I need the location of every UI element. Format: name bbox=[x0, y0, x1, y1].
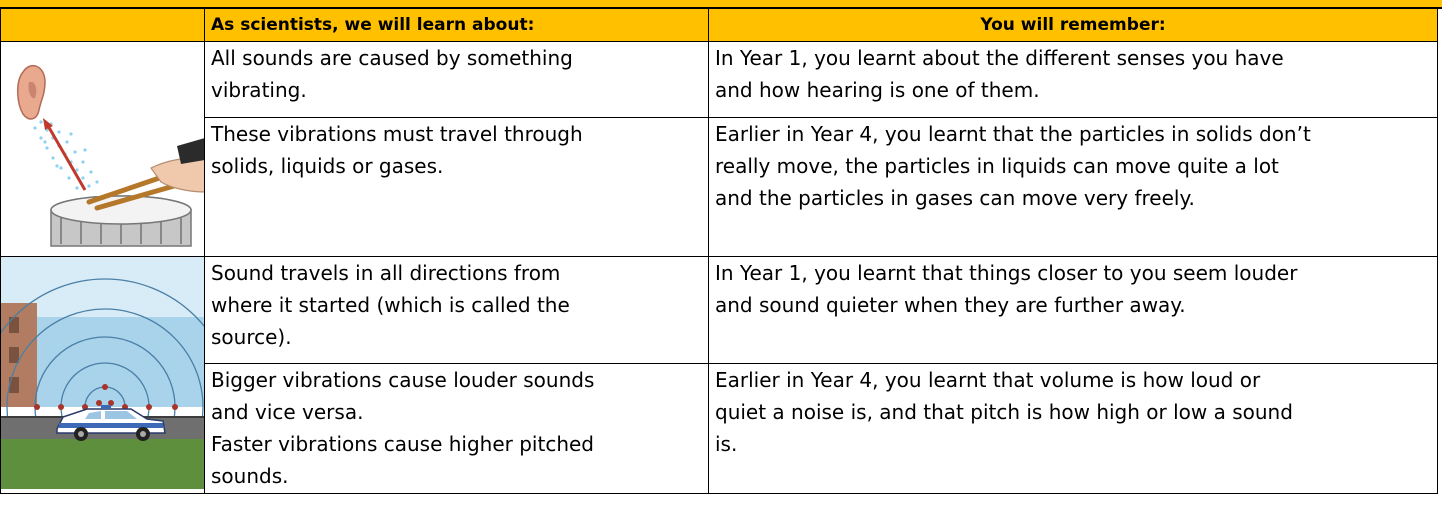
learn-cell bbox=[205, 42, 709, 118]
ear-drum-vibration-icon bbox=[1, 42, 205, 252]
learn-line: Bigger vibrations cause louder sounds bbox=[211, 368, 595, 393]
remember-line: is. bbox=[715, 432, 738, 457]
remember-cell bbox=[709, 364, 1438, 494]
remember-cell bbox=[709, 257, 1438, 364]
learn-cell bbox=[205, 117, 709, 256]
knowledge-table bbox=[0, 8, 1438, 494]
learn-line: These vibrations must travel through bbox=[211, 121, 583, 146]
remember-line: really move, the particles in liquids can move quite a lot bbox=[715, 153, 1279, 178]
learn-line: where it started (which is called the bbox=[211, 293, 570, 317]
header-blank-cell bbox=[1, 9, 205, 42]
table-row bbox=[1, 257, 1438, 364]
table-row bbox=[1, 364, 1438, 494]
table-row bbox=[1, 42, 1438, 118]
image-cell-sound-travel bbox=[1, 257, 205, 494]
learn-line: All sounds are caused by something bbox=[211, 46, 573, 70]
remember-line: In Year 1, you learnt about the different senses you have bbox=[715, 46, 1284, 70]
learn-line: and vice versa. bbox=[211, 400, 364, 425]
learn-line: Sound travels in all directions from bbox=[211, 261, 561, 285]
image-cell-vibration bbox=[1, 42, 205, 257]
remember-line: and sound quieter when they are further away. bbox=[715, 293, 1186, 317]
remember-line: Earlier in Year 4, you learnt that the particles in solids don’t bbox=[715, 121, 1311, 146]
table-row bbox=[1, 117, 1438, 256]
learn-line: solids, liquids or gases. bbox=[211, 153, 444, 178]
learn-line: vibrating. bbox=[211, 78, 307, 102]
remember-line: In Year 1, you learnt that things closer to you seem louder bbox=[715, 261, 1298, 285]
header-row bbox=[1, 9, 1438, 42]
header-learn: As scientists, we will learn about: bbox=[205, 9, 709, 42]
learn-line: source). bbox=[211, 325, 292, 349]
remember-line: Earlier in Year 4, you learnt that volume is how loud or bbox=[715, 368, 1261, 393]
learn-cell bbox=[205, 257, 709, 364]
learn-line: sounds. bbox=[211, 464, 289, 489]
learn-cell bbox=[205, 364, 709, 494]
remember-line: quiet a noise is, and that pitch is how high or low a sound bbox=[715, 400, 1293, 425]
remember-cell bbox=[709, 117, 1438, 256]
remember-line: and the particles in gases can move very freely. bbox=[715, 185, 1195, 210]
remember-line: and how hearing is one of them. bbox=[715, 78, 1040, 102]
header-remember: You will remember: bbox=[709, 9, 1438, 42]
police-car-sound-waves-icon bbox=[1, 257, 205, 489]
learn-line: Faster vibrations cause higher pitched bbox=[211, 432, 594, 457]
remember-cell bbox=[709, 42, 1438, 118]
